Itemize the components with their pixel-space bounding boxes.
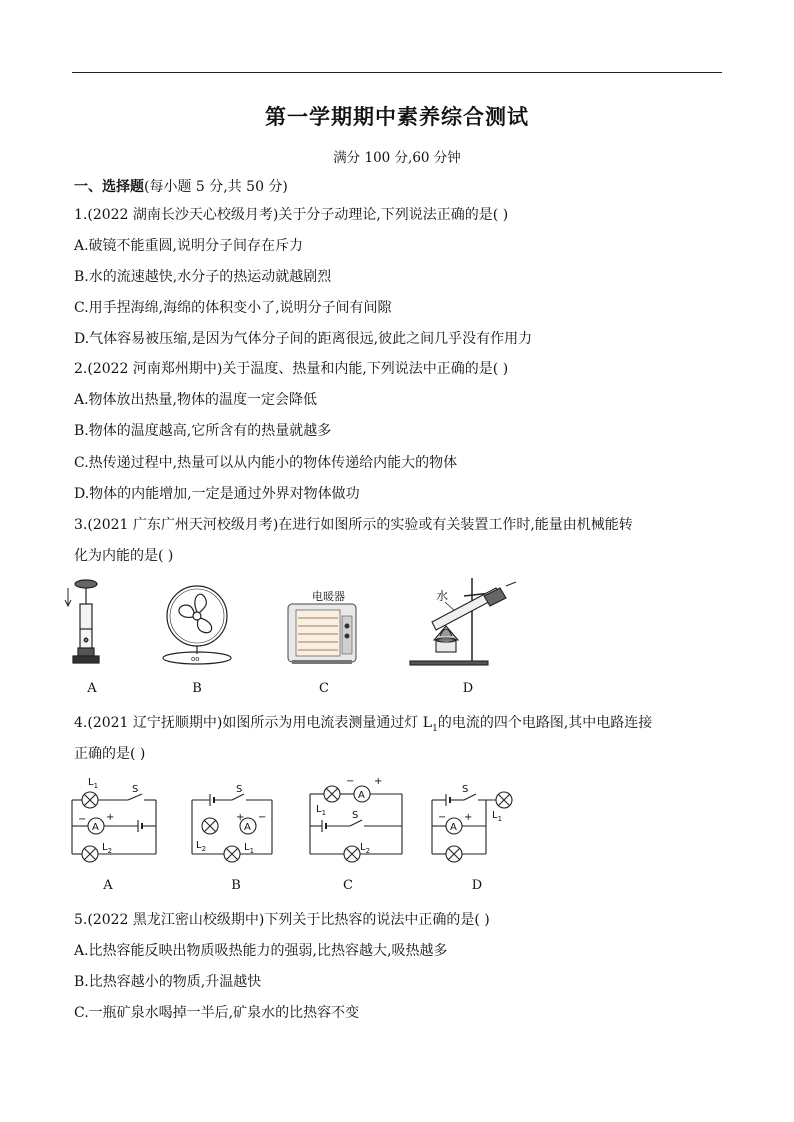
svg-text:ᴏᴏ: ᴏᴏ bbox=[191, 655, 200, 663]
q3-figures bbox=[60, 574, 540, 674]
circuit-d-meter: A bbox=[450, 822, 457, 833]
circuit-b-meter: A bbox=[244, 822, 251, 833]
section-heading-label: 一、选择题 bbox=[74, 179, 144, 195]
circuit-c-plus: + bbox=[374, 776, 383, 787]
q3-stem-line2: 化为内能的是( ) bbox=[74, 548, 174, 564]
circuit-c-s: S bbox=[352, 810, 359, 821]
q5-option-c: C.一瓶矿泉水喝掉一半后,矿泉水的比热容不变 bbox=[74, 1005, 360, 1021]
q2-option-c: C.热传递过程中,热量可以从内能小的物体传递给内能大的物体 bbox=[74, 455, 458, 471]
q1-option-c: C.用手捏海绵,海绵的体积变小了,说明分子间有间隙 bbox=[74, 300, 392, 316]
circuit-c-l2: $L_2$ bbox=[360, 842, 371, 855]
page-title: 第一学期期中素养综合测试 bbox=[265, 105, 529, 129]
q4-stem-post: 的电流的四个电路图,其中电路连接 bbox=[437, 715, 653, 731]
q5-option-b: B.比热容越小的物质,升温越快 bbox=[74, 974, 262, 990]
q5-stem: 5.(2022 黑龙江密山校级期中)下列关于比热容的说法中正确的是( ) bbox=[74, 912, 490, 928]
circuit-a-l1: $L_1$ bbox=[88, 777, 99, 790]
q3-caption-a: A bbox=[87, 681, 97, 696]
q2-option-b: B.物体的温度越高,它所含有的热量就越多 bbox=[74, 423, 332, 439]
circuit-b-s: S bbox=[236, 784, 243, 795]
q4-stem-pre: 4.(2021 辽宁抚顺期中)如图所示为用电流表测量通过灯 L bbox=[74, 715, 433, 731]
electric-fan-illustration bbox=[163, 586, 231, 664]
water-label: 水 bbox=[436, 589, 449, 603]
circuit-b-minus: − bbox=[258, 812, 267, 823]
circuit-c-l1: $L_1$ bbox=[316, 804, 327, 817]
circuit-d-s: S bbox=[462, 784, 469, 795]
heater-label: 电暖器 bbox=[312, 590, 345, 603]
q4-caption-d: D bbox=[471, 878, 483, 893]
fire-piston-illustration bbox=[65, 580, 99, 663]
q5-option-a: A.比热容能反映出物质吸热能力的强弱,比热容越大,吸热越多 bbox=[74, 943, 448, 959]
q1-option-d: D.气体容易被压缩,是因为气体分子间的距离很远,彼此之间几乎没有作用力 bbox=[74, 331, 533, 347]
q3-caption-d: D bbox=[462, 681, 474, 696]
q4-stem-line1 bbox=[74, 712, 652, 734]
circuit-c-minus: − bbox=[346, 776, 355, 787]
circuit-d-minus: − bbox=[438, 812, 447, 823]
q1-option-b: B.水的流速越快,水分子的热运动就越剧烈 bbox=[74, 269, 332, 285]
circuit-d-l1: $L_1$ bbox=[492, 810, 503, 823]
q2-option-a: A.物体放出热量,物体的温度一定会降低 bbox=[74, 392, 318, 408]
circuit-a bbox=[72, 792, 156, 862]
q1-option-a: A.破镜不能重圆,说明分子间存在斥力 bbox=[74, 238, 304, 254]
circuit-d bbox=[432, 792, 512, 862]
q2-stem: 2.(2022 河南郑州期中)关于温度、热量和内能,下列说法中正确的是( ) bbox=[74, 361, 509, 377]
circuit-a-l2: $L_2$ bbox=[102, 842, 113, 855]
circuit-a-meter: A bbox=[92, 822, 99, 833]
q4-caption-c: C bbox=[343, 878, 353, 893]
circuit-d-plus: + bbox=[464, 812, 473, 823]
circuit-b-plus: + bbox=[236, 812, 245, 823]
circuit-b-l1: $L_1$ bbox=[244, 842, 255, 855]
q4-caption-a: A bbox=[103, 878, 113, 893]
circuit-a-minus: − bbox=[78, 814, 87, 825]
page-subtitle: 满分 100 分,60 分钟 bbox=[333, 150, 461, 166]
circuit-c bbox=[310, 786, 402, 862]
q3-caption-b: B bbox=[192, 681, 202, 696]
q4-caption-b: B bbox=[231, 878, 241, 893]
circuit-c-meter: A bbox=[358, 790, 365, 801]
section-heading bbox=[74, 176, 288, 196]
q3-stem-line1: 3.(2021 广东广州天河校级月考)在进行如图所示的实验或有关装置工作时,能量由机械能转 bbox=[74, 517, 633, 533]
q1-stem: 1.(2022 湖南长沙天心校级月考)关于分子动理论,下列说法正确的是( ) bbox=[74, 207, 509, 223]
section-heading-note: (每小题 5 分,共 50 分) bbox=[144, 179, 288, 195]
electric-heater-illustration bbox=[288, 589, 356, 664]
top-rule bbox=[72, 72, 722, 73]
q4-stem-sub: 1 bbox=[432, 723, 438, 734]
circuit-b-l2: $L_2$ bbox=[196, 840, 207, 853]
circuit-a-s: S bbox=[132, 784, 139, 795]
q4-circuits bbox=[60, 770, 530, 870]
q2-option-d: D.物体的内能增加,一定是通过外界对物体做功 bbox=[74, 486, 360, 502]
q3-caption-c: C bbox=[319, 681, 329, 696]
q4-stem-line2: 正确的是( ) bbox=[74, 746, 146, 762]
test-tube-heating-illustration bbox=[410, 578, 516, 665]
circuit-a-plus: + bbox=[106, 812, 115, 823]
